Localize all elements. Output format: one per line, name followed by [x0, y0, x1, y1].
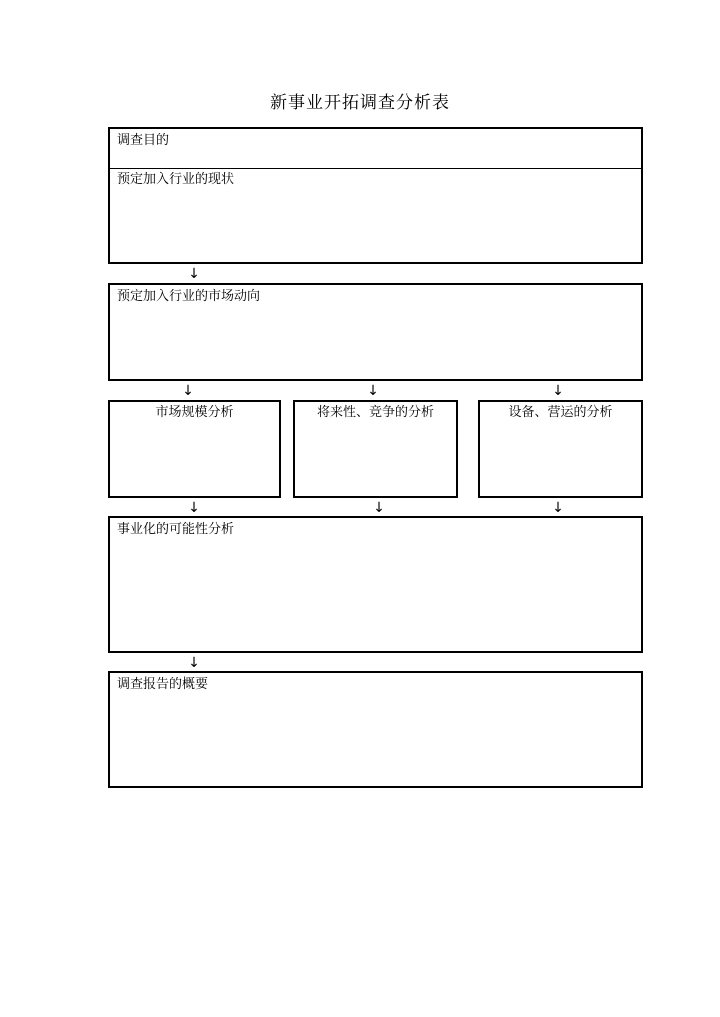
down-arrow-icon: ↓ [367, 383, 379, 399]
current-status-label: 预定加入行业的现状 [117, 172, 235, 187]
down-arrow-icon: ↓ [188, 500, 200, 516]
down-arrow-icon: ↓ [373, 500, 385, 516]
feasibility-label: 事业化的可能性分析 [117, 522, 235, 537]
feasibility-box [108, 516, 643, 653]
report-summary-label: 调查报告的概要 [117, 677, 209, 692]
report-summary-box [108, 671, 643, 788]
down-arrow-icon: ↓ [552, 500, 564, 516]
market-size-box [108, 400, 281, 498]
market-trend-label: 预定加入行业的市场动向 [117, 289, 261, 304]
purpose-divider [110, 168, 641, 169]
down-arrow-icon: ↓ [188, 266, 200, 282]
equipment-operation-label: 设备、营运的分析 [508, 405, 613, 420]
future-competition-label: 将来性、竞争的分析 [316, 405, 434, 420]
purpose-label: 调查目的 [117, 133, 170, 148]
down-arrow-icon: ↓ [552, 383, 564, 399]
purpose-status-box [108, 127, 643, 264]
equipment-operation-box [478, 400, 643, 498]
market-trend-box [108, 283, 643, 381]
down-arrow-icon: ↓ [188, 655, 200, 671]
down-arrow-icon: ↓ [182, 383, 194, 399]
future-competition-box [293, 400, 458, 498]
page-title: 新事业开拓调查分析表 [270, 93, 450, 113]
market-size-label: 市场规模分析 [155, 405, 234, 420]
